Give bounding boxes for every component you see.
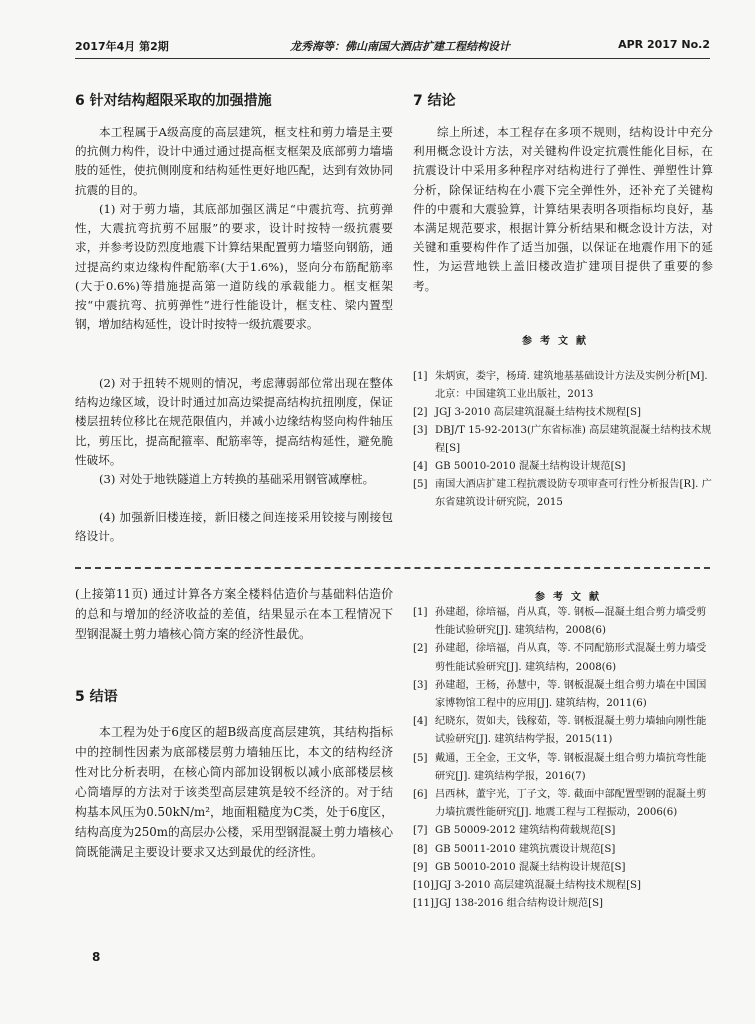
reference-item: [4] GB 50010-2010 混凝土结构设计规范[S]: [413, 461, 626, 472]
section-6-para-5: (4) 加强新旧楼连接，新旧楼之间连接采用铰接与刚接包络设计。: [75, 510, 393, 544]
reference-item: [5] 戴通，王全金，王文华，等. 钢板混凝土组合剪力墙抗弯性能研究[J]. 建筑结构学报，2016(7): [413, 752, 707, 782]
section-6-para-2: (1) 对于剪力墙，其底部加强区满足“中震抗弯、抗剪弹性，大震抗弯抗剪不屈服”的要求，设计时按特一级抗震要求，并参考设防烈度地震下计算结果配置剪力墙竖向钢筋，通过提高约束边缘构件配筋率(大于1.6%)，竖向分布筋配筋率(大于0.6%)等措施提高第一道防线的承载能力。框支框架按“中震抗弯、抗剪弹性”进行性能设计，框支柱、梁内置型钢，增加结构延性，设计时按特一级抗震要求。: [75, 202, 393, 332]
reference-item: [1] 孙建超，徐培福，肖从真，等. 钢板—混凝土组合剪力墙受剪性能试验研究[J]. 建筑结构，2008(6): [413, 607, 707, 637]
references-title-lower: 参考文献: [535, 592, 607, 603]
reference-item: [10] JGJ 3-2010 高层建筑混凝土结构技术规程[S]: [413, 880, 641, 892]
section-6-para-3: (2) 对于扭转不规则的情况，考虑薄弱部位常出现在整体结构边缘区域，设计时通过加高边梁提高结构抗扭刚度，保证楼层扭转位移比在规范限值内，并减小边缘结构竖向构件轴压比，剪压比，提高配箍率、配筋率等，提高结构延性，避免脆性破坏。: [75, 376, 393, 467]
conclusion-paragraph: 本工程为处于6度区的超B级高度高层建筑，其结构指标中的控制性因素为底部楼层剪力墙轴压比，本文的结构经济性对比分析表明，在核心筒内部加设钢板以减小底部楼层核心筒墙厚的方法对于该类型高层建筑是较不经济的。对于结构基本风压为0.50kN/m²，地面粗糙度为C类，处于6度区，结构高度为250m的高层办公楼，采用型钢混凝土剪力墙核心筒既能满足主要设计要求又达到最优的经济性。: [75, 725, 393, 859]
page-number: 8: [92, 950, 101, 964]
reference-item: [9] GB 50010-2010 混凝土结构设计规范[S]: [413, 861, 626, 873]
reference-item: [2] 孙建超，徐培福，肖从真，等. 不同配筋形式混凝土剪力墙受剪性能试验研究[J]. 建筑结构，2008(6): [413, 643, 707, 673]
reference-item: [6] 吕西林，董宇光，丁子文，等. 截面中部配置型钢的混凝土剪力墙抗震性能研究[J]. 地震工程与工程振动，2006(6): [413, 789, 707, 819]
section-7-heading: 7 结论: [413, 93, 456, 109]
continued-paragraph: (上接第11页) 通过计算各方案全楼料估造价与基础料估造价的总和与增加的经济收益的差值，结果显示在本工程情况下型钢混凝土剪力墙核心筒方案的经济性最优。: [75, 587, 393, 641]
references-list-lower: [413, 604, 713, 913]
reference-item: [4] 纪晓东，贺如夫，钱稼茹，等. 钢板混凝土剪力墙轴向刚性能试验研究[J]. 建筑结构学报，2015(11): [413, 716, 707, 746]
reference-item: [1] 朱炳寅，娄宇，杨琦. 建筑地基基础设计方法及实例分析[M]. 北京：中国建筑工业出版社，2013: [413, 371, 708, 400]
references-title-upper: 参考文献: [522, 336, 594, 347]
section-7-para: 综上所述，本工程存在多项不规则，结构设计中充分利用概念设计方法，对关键构件设定抗震性能化目标，在抗震设计中采用多种程序对结构进行了弹性、弹塑性计算分析，除保证结构在小震下完全弹性外，还补充了关键构件的中震和大震验算，计算结果表明各项指标均良好，基本满足规范要求，根据计算分析结果和概念设计方法，对关键和重要构件作了适当加强，以保证在地震作用下的延性，为运营地铁上盖旧楼改造扩建项目提供了重要的参考。: [413, 125, 713, 293]
header-rule: [75, 58, 710, 59]
reference-item: [7] GB 50009-2012 建筑结构荷载规范[S]: [413, 825, 616, 837]
running-header: [75, 38, 710, 58]
header-issue-en: APR 2017 No.2: [618, 38, 710, 51]
header-article-title: 龙秀海等：佛山南国大酒店扩建工程结构设计: [290, 40, 510, 53]
references-list-upper: [413, 368, 713, 512]
article-separator: [75, 567, 710, 569]
reference-item: [2] JGJ 3-2010 高层建筑混凝土结构技术规程[S]: [413, 407, 641, 418]
section-6-para-1: 本工程属于A级高度的高层建筑，框支柱和剪力墙是主要的抗侧力构件，设计中通过通过提高框支框架及底部剪力墙墙肢的延性，使抗侧刚度和结构延性更好地匹配，达到有效协同抗震的目的。: [75, 125, 393, 197]
reference-item: [8] GB 50011-2010 建筑抗震设计规范[S]: [413, 843, 616, 855]
reference-item: [3] 孙建超，王杨，孙慧中，等. 钢板混凝土组合剪力墙在中国国家博物馆工程中的应用[J]. 建筑结构，2011(6): [413, 679, 707, 710]
reference-item: [11] JGJ 138-2016 组合结构设计规范[S]: [413, 898, 604, 910]
header-issue: 2017年4月 第2期: [75, 40, 169, 53]
reference-item: [3] DBJ/T 15-92-2013(广东省标准) 高层建筑混凝土结构技术规程[S]: [413, 425, 712, 454]
reference-item: [5] 南国大酒店扩建工程抗震设防专项审查可行性分析报告[R]. 广东省建筑设计研究院，2015: [413, 479, 712, 508]
section-6-para-4: (3) 对处于地铁隧道上方转换的基础采用钢管减摩桩。: [99, 472, 375, 486]
section-5-heading: 5 结语: [75, 689, 118, 705]
section-6-heading: 6 针对结构超限采取的加强措施: [75, 93, 272, 109]
